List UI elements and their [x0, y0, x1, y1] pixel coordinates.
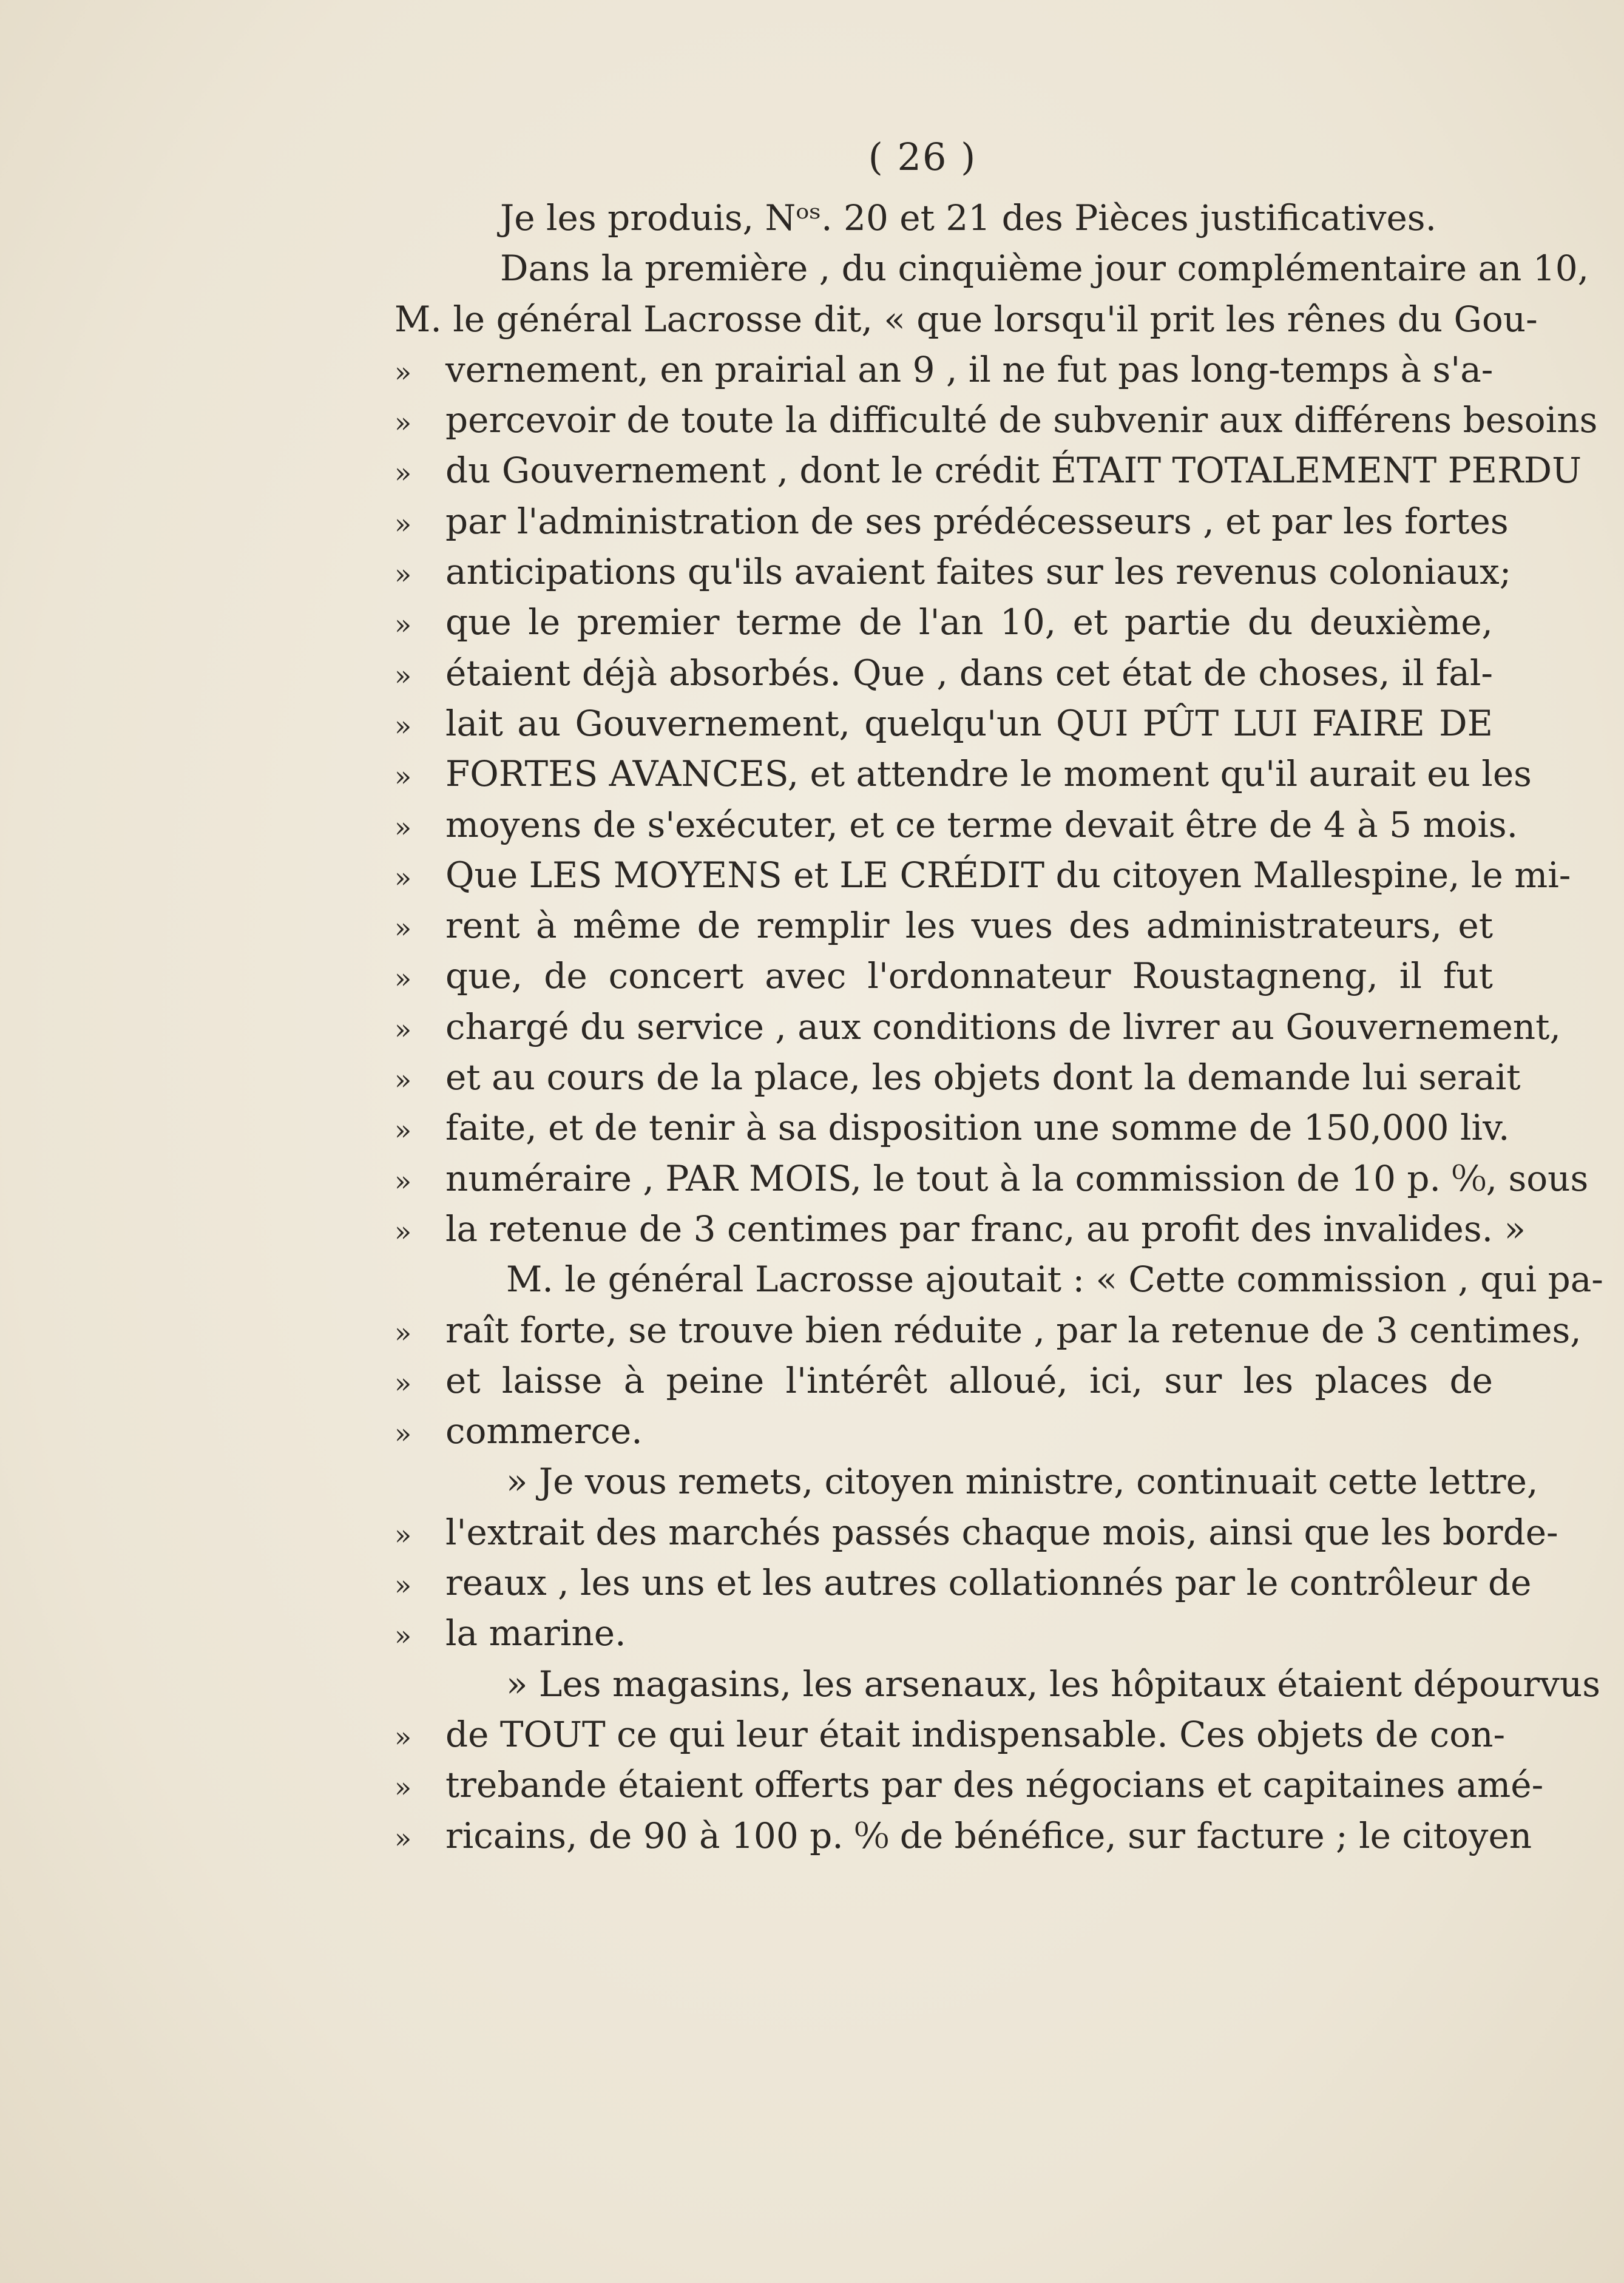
- line-text: numéraire , PAR MOIS, le tout à la commission de 10 p. ⁰⁄₀, sous: [445, 1157, 1589, 1199]
- quote-mark: »: [394, 1214, 412, 1248]
- line-text: rent à même de remplir les vues des administrateurs, et: [445, 905, 1493, 947]
- text-line: [394, 193, 1493, 243]
- text-line: [394, 1154, 1589, 1204]
- line-text: et au cours de la place, les objets dont la demande lui serait: [445, 1057, 1521, 1098]
- quote-mark: »: [394, 1569, 412, 1602]
- line-text: ricains, de 90 à 100 p. ⁰⁄₀ de bénéfice, sur facture ; le citoyen: [445, 1815, 1532, 1856]
- text-line: [394, 1811, 1532, 1861]
- text-line: [394, 547, 1512, 597]
- quote-mark: »: [394, 1771, 412, 1804]
- text-line: [394, 800, 1518, 850]
- quote-mark: »: [394, 558, 412, 591]
- text-line: [394, 1356, 1493, 1406]
- text-line: [394, 698, 1493, 749]
- text-line: [394, 1103, 1510, 1153]
- text-line: [394, 1608, 1493, 1659]
- text-line: [394, 294, 1538, 345]
- text-line: [394, 243, 1589, 294]
- text-line: [394, 951, 1493, 1001]
- line-text: que le premier terme de l'an 10, et partie du deuxième,: [445, 601, 1493, 643]
- line-text: Que LES MOYENS et LE CRÉDIT du citoyen Mallespine, le mi-: [445, 854, 1571, 896]
- line-text: chargé du service , aux conditions de livrer au Gouvernement,: [445, 1006, 1561, 1047]
- line-text: vernement, en prairial an 9 , il ne fut pas long-temps à s'a-: [445, 348, 1494, 390]
- line-text: reaux , les uns et les autres collationnés par le contrôleur de: [445, 1562, 1532, 1604]
- line-text: anticipations qu'ils avaient faites sur les revenus coloniaux;: [445, 551, 1512, 593]
- text-line: [394, 1558, 1532, 1608]
- quote-mark: »: [394, 1316, 412, 1349]
- text-line: [394, 1456, 1538, 1507]
- quote-mark: »: [394, 1164, 412, 1197]
- quote-mark: »: [394, 861, 412, 894]
- text-line: [394, 749, 1532, 799]
- text-line: [394, 1204, 1526, 1254]
- line-text: Dans la première , du cinquième jour complémentaire an 10,: [500, 248, 1589, 289]
- text-line: [394, 1305, 1582, 1356]
- line-text: du Gouvernement , dont le crédit ÉTAIT TOTALEMENT PERDU: [445, 450, 1582, 492]
- text-line: [394, 496, 1509, 547]
- line-text: de TOUT ce qui leur était indispensable. Ces objets de con-: [445, 1713, 1506, 1755]
- text-line: [394, 1254, 1603, 1305]
- line-text: la marine.: [445, 1612, 626, 1654]
- line-text: que, de concert avec l'ordonnateur Roustagneng, il fut: [445, 955, 1493, 997]
- quote-mark: »: [394, 760, 412, 793]
- line-text: » Je vous remets, citoyen ministre, continuait cette lettre,: [506, 1461, 1538, 1503]
- text-line: [394, 1760, 1544, 1810]
- line-text: raît forte, se trouve bien réduite , par la retenue de 3 centimes,: [445, 1309, 1582, 1351]
- text-line: [394, 1406, 1493, 1456]
- text-line: [394, 901, 1493, 951]
- quote-mark: »: [394, 912, 412, 945]
- quote-mark: »: [394, 962, 412, 995]
- quote-mark: »: [394, 355, 412, 388]
- line-text: étaient déjà absorbés. Que , dans cet état de choses, il fal-: [445, 652, 1493, 694]
- text-line: [394, 1710, 1506, 1760]
- text-line: [394, 445, 1582, 496]
- quote-mark: »: [394, 406, 412, 439]
- line-text: FORTES AVANCES, et attendre le moment qu'il aurait eu les: [445, 753, 1532, 795]
- page-number: ( 26 ): [868, 135, 977, 179]
- line-text: par l'administration de ses prédécesseurs , et par les fortes: [445, 500, 1509, 542]
- quote-mark: »: [394, 1518, 412, 1551]
- line-text: percevoir de toute la difficulté de subvenir aux différens besoins: [445, 399, 1598, 441]
- line-text: et laisse à peine l'intérêt alloué, ici, sur les places de: [445, 1359, 1493, 1401]
- quote-mark: »: [394, 810, 412, 844]
- quote-mark: »: [394, 1012, 412, 1046]
- line-text: faite, et de tenir à sa disposition une somme de 150,000 liv.: [445, 1107, 1510, 1149]
- text-line: [394, 1002, 1561, 1052]
- text-line: [394, 597, 1493, 648]
- text-line: [394, 395, 1598, 445]
- text-line: [394, 1507, 1558, 1558]
- page-body: [394, 193, 1603, 1861]
- quote-mark: »: [394, 608, 412, 641]
- line-text: M. le général Lacrosse dit, « que lorsqu'il prit les rênes du Gou-: [394, 298, 1538, 340]
- quote-mark: »: [394, 1720, 412, 1753]
- text-line: [394, 648, 1493, 698]
- line-text: l'extrait des marchés passés chaque mois, ainsi que les borde-: [445, 1511, 1558, 1553]
- quote-mark: »: [394, 1063, 412, 1097]
- quote-mark: »: [394, 658, 412, 692]
- quote-mark: »: [394, 1366, 412, 1399]
- quote-mark: »: [394, 456, 412, 490]
- quote-mark: »: [394, 1114, 412, 1147]
- line-text: » Les magasins, les arsenaux, les hôpitaux étaient dépourvus: [506, 1663, 1600, 1705]
- line-text: lait au Gouvernement, quelqu'un QUI PÛT LUI FAIRE DE: [445, 702, 1493, 744]
- text-line: [394, 1052, 1521, 1103]
- line-text: commerce.: [445, 1410, 643, 1452]
- quote-mark: »: [394, 1417, 412, 1450]
- line-text: moyens de s'exécuter, et ce terme devait être de 4 à 5 mois.: [445, 803, 1518, 845]
- text-line: [394, 345, 1493, 395]
- line-text: Je les produis, Nᵒˢ. 20 et 21 des Pièces justificatives.: [500, 197, 1437, 238]
- line-text: trebande étaient offerts par des négocians et capitaines amé-: [445, 1764, 1544, 1806]
- text-line: [394, 1659, 1600, 1710]
- line-text: M. le général Lacrosse ajoutait : « Cette commission , qui pa-: [506, 1259, 1603, 1300]
- quote-mark: »: [394, 709, 412, 742]
- quote-mark: »: [394, 1619, 412, 1652]
- quote-mark: »: [394, 507, 412, 540]
- line-text: la retenue de 3 centimes par franc, au profit des invalides. »: [445, 1208, 1526, 1250]
- quote-mark: »: [394, 1821, 412, 1855]
- text-line: [394, 850, 1571, 901]
